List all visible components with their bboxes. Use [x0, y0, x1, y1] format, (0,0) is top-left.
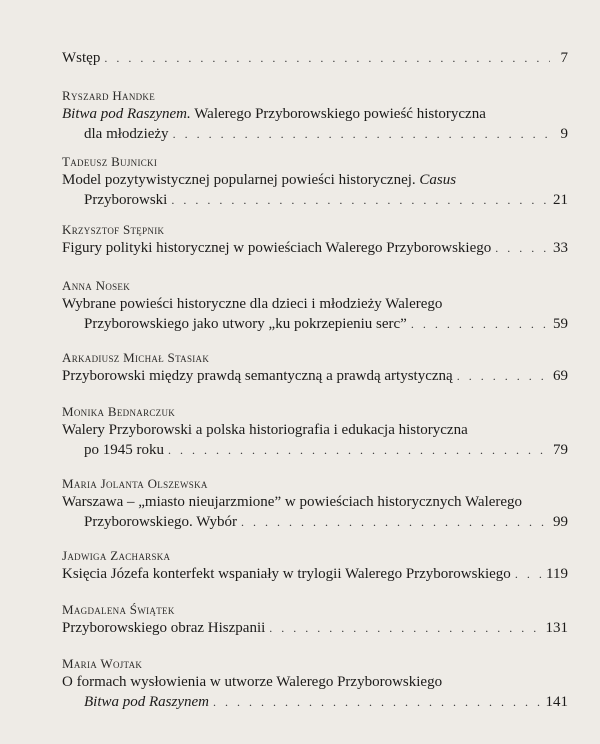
entry-title-continued: Przyborowskiego. Wybór	[84, 514, 237, 530]
page-number: 21	[553, 192, 568, 208]
entry-author: Maria Wojtak	[62, 656, 143, 671]
toc-line	[62, 314, 568, 334]
toc-line	[62, 190, 568, 210]
entry-title: Przyborowski między prawdą semantyczną a prawdą artystyczną	[62, 368, 453, 384]
toc-entry	[62, 350, 568, 386]
page-number: 59	[553, 316, 568, 332]
toc-entry	[62, 278, 568, 334]
entry-title-continued: Przyborowski	[84, 192, 168, 208]
entry-title: Wstęp	[62, 50, 101, 66]
toc-line	[62, 124, 568, 144]
leader-dots	[269, 618, 541, 638]
entry-title: Przyborowskiego obraz Hiszpanii	[62, 620, 266, 636]
page-number: 69	[553, 368, 568, 384]
title-italic: Bitwa pod Raszynem.	[62, 106, 191, 122]
toc-entry-introduction	[62, 48, 568, 68]
leader-dots	[241, 512, 549, 532]
leader-dots	[411, 314, 549, 334]
title-text: Model pozytywistycznej popularnej powieści historycznej.	[62, 172, 420, 188]
toc-line	[62, 48, 568, 68]
page-number: 33	[553, 240, 568, 256]
entry-title: Figury polityki historycznej w powieściach Walerego Przyborowskiego	[62, 240, 492, 256]
entry-author: Anna Nosek	[62, 278, 131, 293]
entry-title: Księcia Józefa konterfekt wspaniały w trylogii Walerego Przyborowskiego	[62, 566, 511, 582]
entry-author: Maria Jolanta Olszewska	[62, 476, 208, 491]
toc-entry	[62, 656, 568, 712]
entry-author: Magdalena Świątek	[62, 602, 175, 617]
entry-title-continued	[84, 692, 209, 712]
leader-dots	[457, 366, 549, 386]
toc-entry	[62, 548, 568, 584]
leader-dots	[171, 190, 549, 210]
page-number: 99	[553, 514, 568, 530]
toc-line	[62, 294, 568, 314]
page-number: 79	[553, 442, 568, 458]
leader-dots	[515, 564, 542, 584]
entry-author: Ryszard Handke	[62, 88, 156, 103]
entry-title	[62, 104, 486, 124]
entry-title-continued: Przyborowskiego jako utwory „ku pokrzepieniu serc”	[84, 316, 407, 332]
toc-line	[62, 440, 568, 460]
entry-author: Tadeusz Bujnicki	[62, 154, 158, 169]
toc-entry	[62, 404, 568, 460]
page-number: 9	[560, 126, 568, 142]
toc-line	[62, 170, 568, 190]
toc-entry	[62, 154, 568, 210]
entry-title-continued: dla młodzieży	[84, 126, 169, 142]
toc-line	[62, 420, 568, 440]
page-number: 131	[545, 620, 568, 636]
toc-entry	[62, 222, 568, 258]
toc-line	[62, 512, 568, 532]
leader-dots	[168, 440, 549, 460]
toc-line	[62, 564, 568, 584]
toc-line	[62, 692, 568, 712]
leader-dots	[495, 238, 549, 258]
entry-title: Walery Przyborowski a polska historiografia i edukacja historyczna	[62, 422, 468, 438]
entry-title: O formach wysłowienia w utworze Walerego Przyborowskiego	[62, 674, 443, 690]
entry-title	[62, 170, 456, 190]
toc-line	[62, 104, 568, 124]
toc-entry	[62, 476, 568, 532]
toc-line	[62, 492, 568, 512]
title-italic: Bitwa pod Raszynem	[84, 694, 209, 710]
toc-line	[62, 672, 568, 692]
leader-dots	[104, 48, 550, 68]
entry-title: Wybrane powieści historyczne dla dzieci i młodzieży Walerego	[62, 296, 443, 312]
title-text: Walerego Przyborowskiego powieść historyczna	[190, 106, 486, 122]
toc-line	[62, 366, 568, 386]
entry-author: Monika Bednarczuk	[62, 404, 176, 419]
entry-title-continued: po 1945 roku	[84, 442, 164, 458]
toc-entry	[62, 602, 568, 638]
leader-dots	[213, 692, 542, 712]
entry-author: Arkadiusz Michał Stasiak	[62, 350, 210, 365]
page-number: 7	[560, 50, 568, 66]
leader-dots	[173, 124, 550, 144]
entry-title: Warszawa – „miasto nieujarzmione” w powieściach historycznych Walerego	[62, 494, 523, 510]
page-number: 119	[546, 566, 568, 582]
entry-author: Krzysztof Stępnik	[62, 222, 165, 237]
page-number: 141	[545, 694, 568, 710]
toc-entry	[62, 88, 568, 144]
title-italic: Casus	[419, 172, 457, 188]
entry-author: Jadwiga Zacharska	[62, 548, 171, 563]
toc-line	[62, 618, 568, 638]
toc-line	[62, 238, 568, 258]
